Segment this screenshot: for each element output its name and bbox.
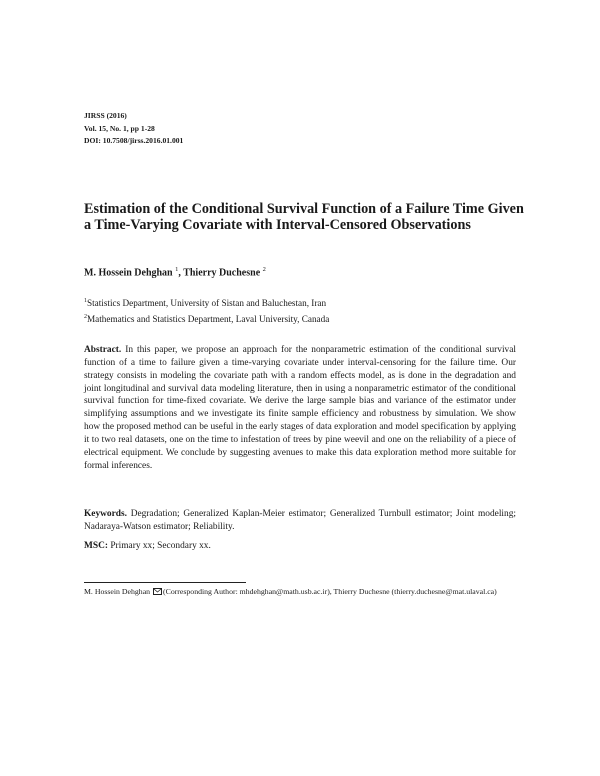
- msc-label: MSC:: [84, 541, 108, 551]
- footnote: [84, 586, 516, 598]
- affiliation-text: Statistics Department, University of Sistan and Baluchestan, Iran: [87, 298, 327, 309]
- msc-classification: [84, 541, 211, 551]
- affiliation-text: Mathematics and Statistics Department, Laval University, Canada: [87, 314, 330, 325]
- journal-header: [84, 110, 183, 148]
- affiliation-list: [84, 294, 329, 326]
- journal-doi: DOI: 10.7508/jirss.2016.01.001: [84, 136, 184, 145]
- author-affil-mark: 1: [175, 266, 179, 273]
- affiliation-mark: 2: [84, 314, 87, 321]
- abstract: [84, 344, 516, 472]
- author-name: M. Hossein Dehghan: [84, 267, 173, 279]
- footnote-text: (Corresponding Author: mhdehghan@math.usb.ac.ir), Thierry Duchesne (thierry.duchesne@mat.ulaval.ca): [163, 587, 497, 596]
- journal-volume: Vol. 15, No. 1, pp 1-28: [84, 123, 155, 133]
- journal-name: JIRSS (2016): [84, 111, 127, 120]
- keywords: [84, 508, 516, 534]
- envelope-icon: [153, 588, 162, 595]
- paper-title: Estimation of the Conditional Survival Function of a Failure Time Given a Time-Varying Covariate with Interval-Censored Observations: [84, 201, 524, 233]
- footnote-author: M. Hossein Dehghan: [84, 587, 151, 596]
- abstract-text: In this paper, we propose an approach for the nonparametric estimation of the conditional survival function of a time to failure given a time-varying covariate under interval-censoring for the failure time. Our strategy consists in modeling the covariate path with a random effects model, as is done in the degradation and joint longitudinal and survival data modeling literature, then in using a nonparametric estimator of the conditional survival function for time-fixed covariate. We derive the large sample bias and variance of the estimator under simplifying assumptions and we investigate its finite sample efficiency and robustness by simulation. We show how the proposed method can be useful in the early stages of data exploration and model specification by applying it to two real datasets, one on the time to infestation of trees by pine weevil and one on the reliability of a piece of electrical equipment. We conclude by suggesting avenues to make this data exploration method more suitable for formal inferences.: [84, 345, 517, 471]
- abstract-label: Abstract.: [84, 345, 122, 355]
- author-list: M. Hossein Dehghan $^1$, Thierry Duchesne $^2$: [84, 266, 266, 279]
- author-affil-mark: 2: [262, 266, 266, 273]
- affiliation-mark: 1: [84, 298, 87, 304]
- keywords-text: Degradation; Generalized Kaplan-Meier estimator; Generalized Turnbull estimator; Joint modeling; Nadaraya-Watson estimator; Reliability.: [84, 509, 517, 532]
- affiliation: [84, 310, 329, 326]
- keywords-label: Keywords.: [84, 509, 127, 519]
- affiliation: [84, 294, 329, 310]
- footnote-rule: [84, 582, 246, 583]
- msc-text: Primary xx; Secondary xx.: [110, 541, 211, 551]
- author-name: Thierry Duchesne: [183, 267, 261, 279]
